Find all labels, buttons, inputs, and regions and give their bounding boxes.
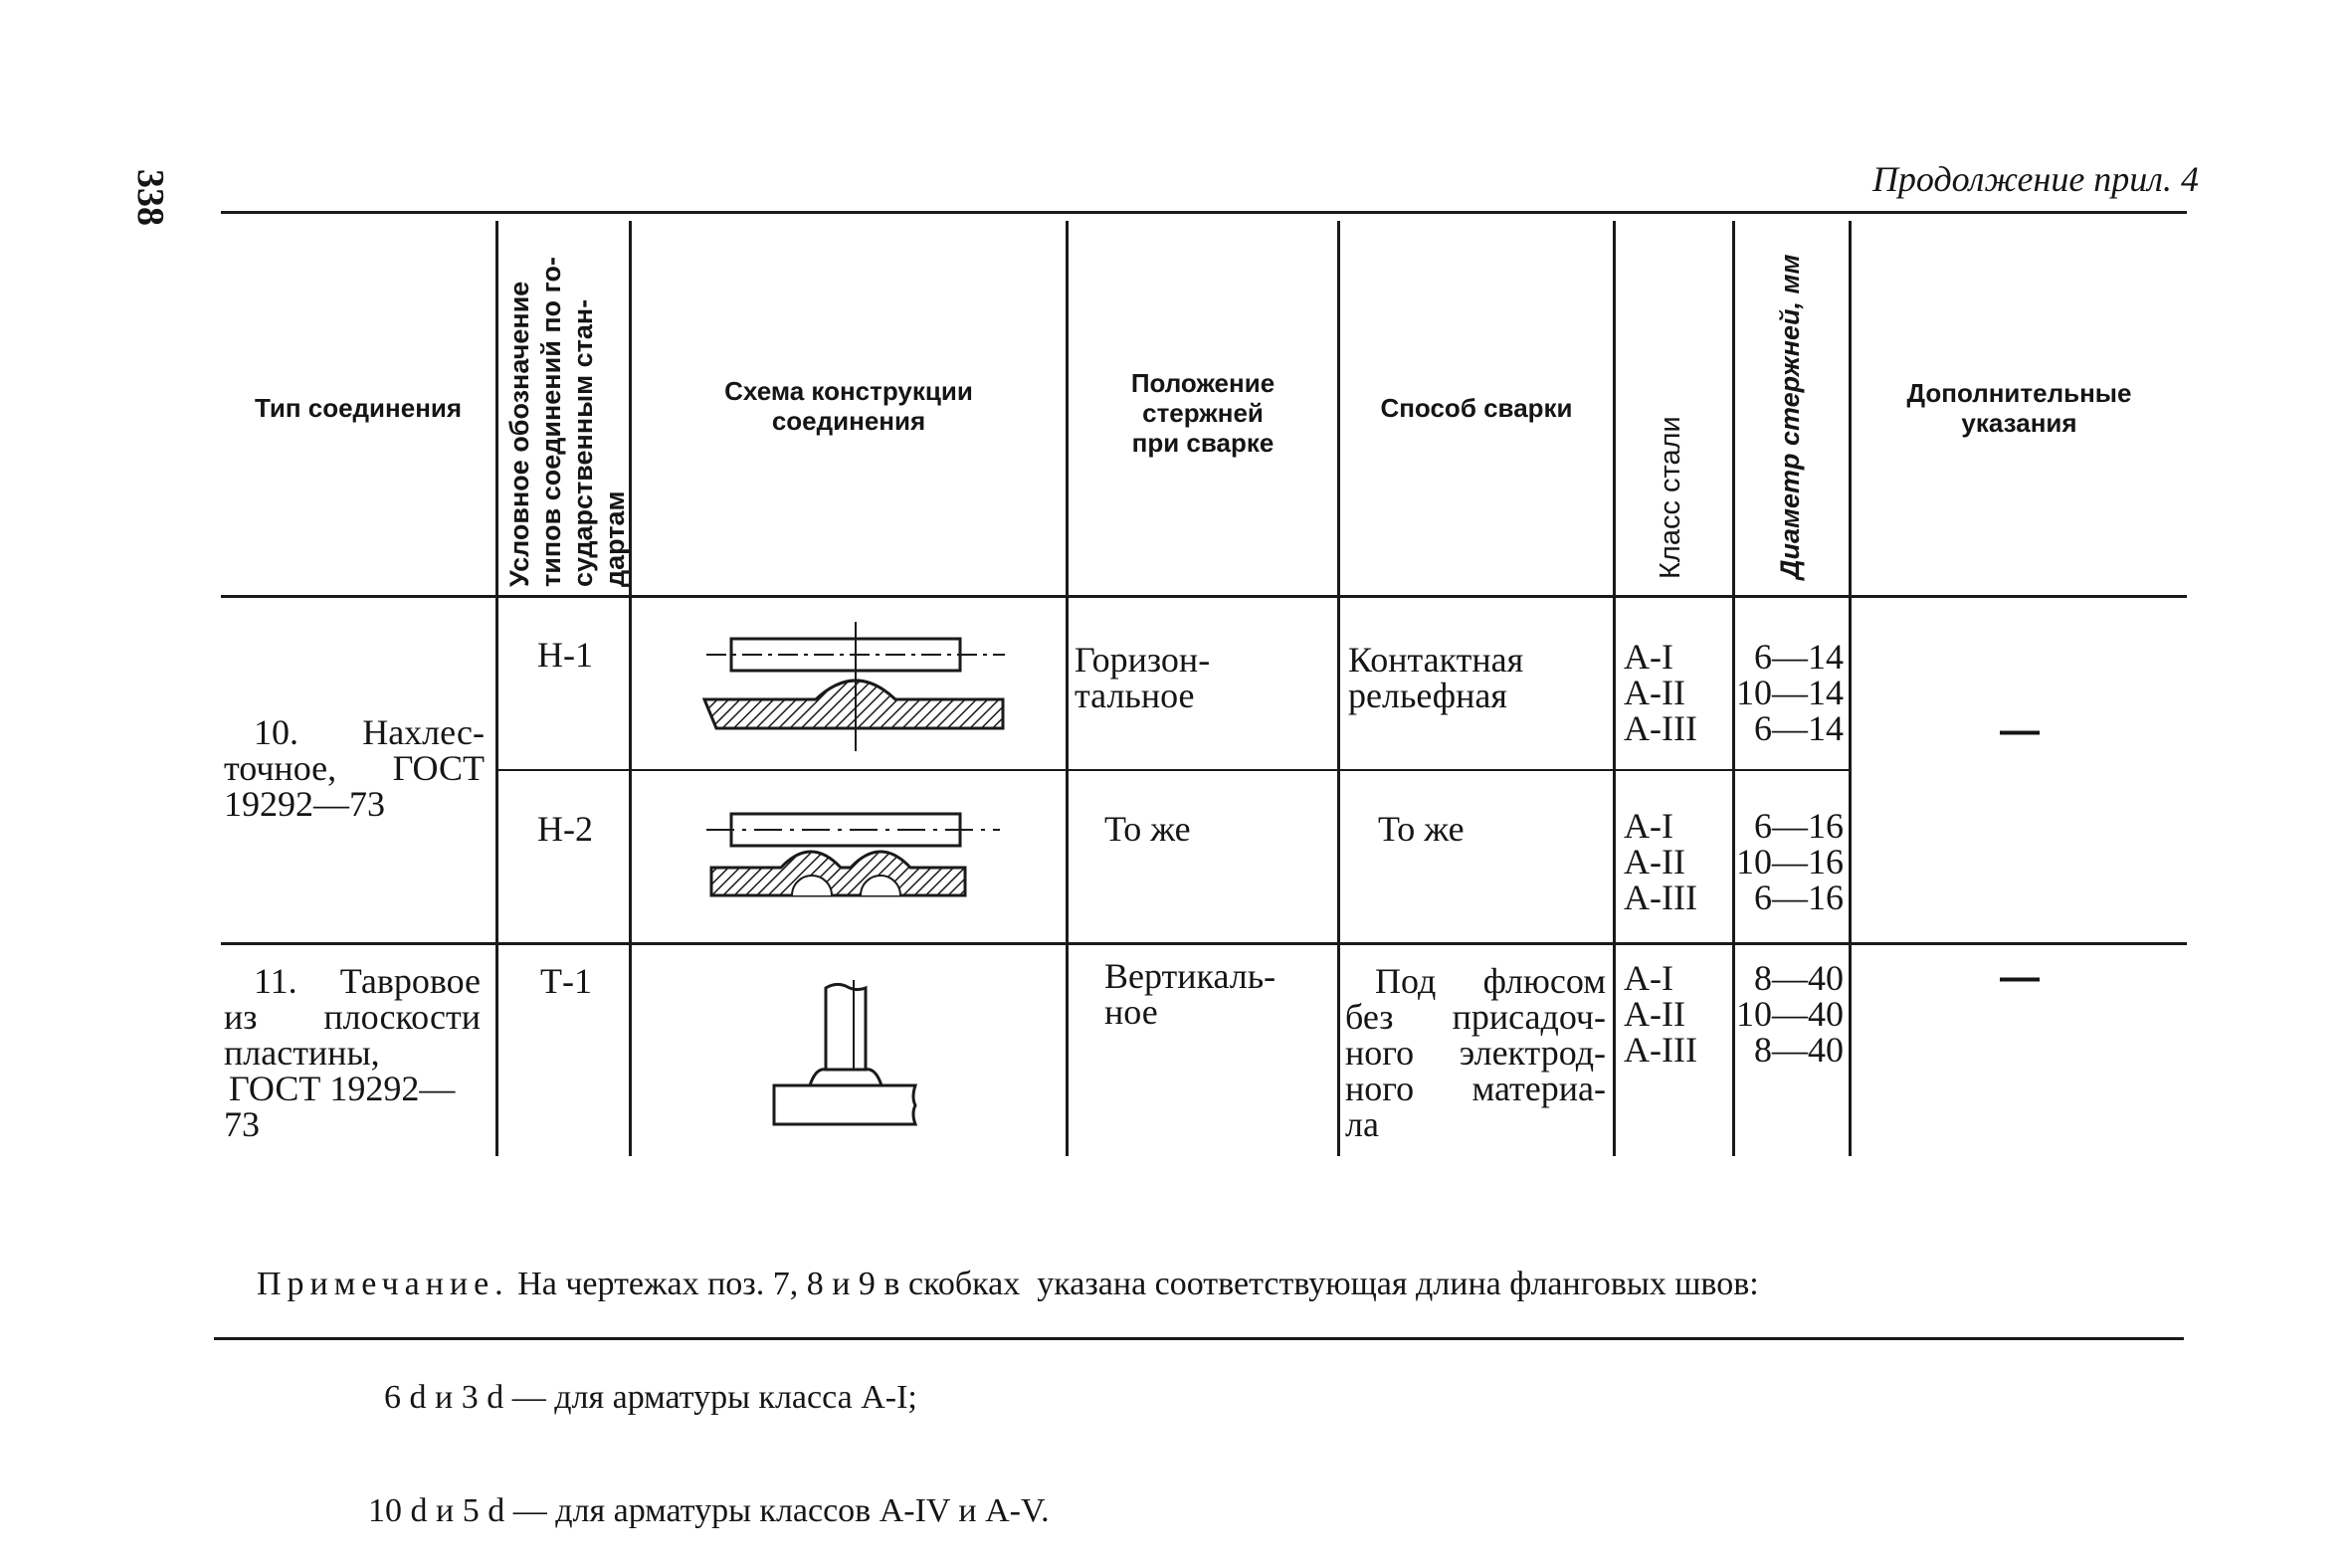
scheme-t1-drawing: [766, 980, 925, 1129]
class-h2-1: А-I: [1624, 806, 1673, 846]
row11-type-l1a: 11.: [254, 961, 297, 1001]
method-t1-l3a: ного: [1345, 1033, 1415, 1073]
method-t1-l1a: Под: [1375, 961, 1437, 1001]
method-t1-l5: ла: [1345, 1104, 1379, 1144]
header-diameter: Диаметр стержней, мм: [1775, 254, 1805, 579]
diam-h2-2: 10—16: [1736, 842, 1844, 882]
method-t1-l2a: без: [1345, 997, 1394, 1037]
col-divider-1: [495, 221, 498, 1156]
row10-type-word: Нахлес-: [362, 712, 485, 752]
classes-h2: [1624, 808, 1697, 915]
class-t1-2: А-II: [1624, 994, 1685, 1034]
diam-t1-1: 8—40: [1754, 958, 1844, 998]
row10-split-rule: [497, 769, 1851, 771]
extra-row11: —: [2000, 955, 2040, 999]
col-divider-5: [1613, 221, 1616, 1156]
diam-h2-3: 6—16: [1754, 878, 1844, 917]
header-extra: Дополнительные указания: [1906, 378, 2132, 438]
method-t1-l3b: электрод-: [1459, 1033, 1606, 1073]
class-h1-2: А-II: [1624, 673, 1685, 712]
extra-row10: —: [2000, 708, 2040, 752]
class-h1-1: А-I: [1624, 637, 1673, 677]
header-bottom-rule: [221, 595, 2187, 598]
col-divider-3: [1066, 221, 1069, 1156]
row10-bottom-rule: [221, 942, 2187, 945]
diam-t1-3: 8—40: [1754, 1030, 1844, 1070]
class-t1-1: А-I: [1624, 958, 1673, 998]
row11-type-l4: ГОСТ 19292—: [229, 1069, 456, 1108]
code-t1: Т-1: [540, 961, 592, 1001]
class-t1-3: А-III: [1624, 1030, 1697, 1070]
method-t1-l4a: ного: [1345, 1069, 1415, 1108]
method-t1-l1b: флюсом: [1482, 961, 1606, 1001]
method-t1-l2b: присадоч-: [1452, 997, 1606, 1037]
diam-h1-1: 6—14: [1754, 637, 1844, 677]
row11-type-l2a: из: [224, 997, 258, 1037]
note-label: Примечание.: [257, 1266, 509, 1302]
method-h1: Контактная рельефная: [1348, 640, 1524, 715]
row11-type: [224, 963, 481, 1142]
note-line1: На чертежах поз. 7, 8 и 9 в скобках указана соответствующая длина фланговых швов:: [517, 1266, 1759, 1302]
col-divider-4: [1337, 221, 1340, 1156]
row10-type-l2a: точное,: [224, 748, 337, 788]
classes-h1: [1624, 639, 1697, 746]
table-top-rule: [221, 211, 2187, 214]
diam-h2-1: 6—16: [1754, 806, 1844, 846]
header-scheme: Схема конструкции соединения: [724, 376, 973, 436]
class-h2-3: А-III: [1624, 878, 1697, 917]
row11-type-l1b: Тавровое: [339, 961, 481, 1001]
header-steel-class: Класс стали: [1655, 416, 1686, 579]
diam-t1-2: 10—40: [1736, 994, 1844, 1034]
header-type: Тип соединения: [254, 393, 463, 423]
diam-h1-3: 6—14: [1754, 708, 1844, 748]
continuation-title: Продолжение прил. 4: [1871, 159, 2199, 199]
position-h2: То же: [1104, 809, 1191, 849]
note: [257, 1190, 1759, 1568]
row11-type-l2b: плоскости: [323, 997, 481, 1037]
header-code: Условное обозначение типов соединений по го- сударственным стан- дартам: [504, 257, 630, 587]
position-h1: Горизон- тальное: [1075, 640, 1211, 715]
row11-type-l5: 73: [224, 1104, 260, 1144]
col-divider-7: [1849, 221, 1852, 1156]
scheme-h2-drawing: [686, 796, 1025, 915]
row10-type-l3: 19292—73: [224, 784, 385, 824]
classes-t1: [1624, 960, 1697, 1068]
row11-type-l3: пластины,: [224, 1033, 380, 1073]
diam-h1-2: 10—14: [1736, 673, 1844, 712]
method-t1: [1345, 963, 1606, 1142]
col-divider-6: [1732, 221, 1735, 1156]
header-position: Положение стержней при сварке: [1130, 368, 1275, 458]
note-line2: 6 d и 3 d — для арматуры класса А-I;: [384, 1379, 917, 1416]
note-line3: 10 d и 5 d — для арматуры классов А-IV и А-V.: [368, 1492, 1050, 1529]
header-method: Способ сварки: [1380, 393, 1573, 423]
class-h2-2: А-II: [1624, 842, 1685, 882]
diam-t1: [1736, 960, 1844, 1068]
method-t1-l4b: материа-: [1471, 1069, 1606, 1108]
row10-type: [224, 714, 485, 822]
position-t1: Вертикаль- ное: [1104, 956, 1276, 1032]
scheme-h1-drawing: [686, 617, 1025, 756]
row10-type-num: 10.: [254, 712, 298, 752]
row10-type-l2b: ГОСТ: [392, 748, 485, 788]
page-number: 338: [129, 169, 171, 226]
code-h1: Н-1: [537, 635, 593, 675]
diam-h2: [1736, 808, 1844, 915]
code-h2: Н-2: [537, 809, 593, 849]
diam-h1: [1736, 639, 1844, 746]
method-h2: То же: [1378, 809, 1465, 849]
class-h1-3: А-III: [1624, 708, 1697, 748]
